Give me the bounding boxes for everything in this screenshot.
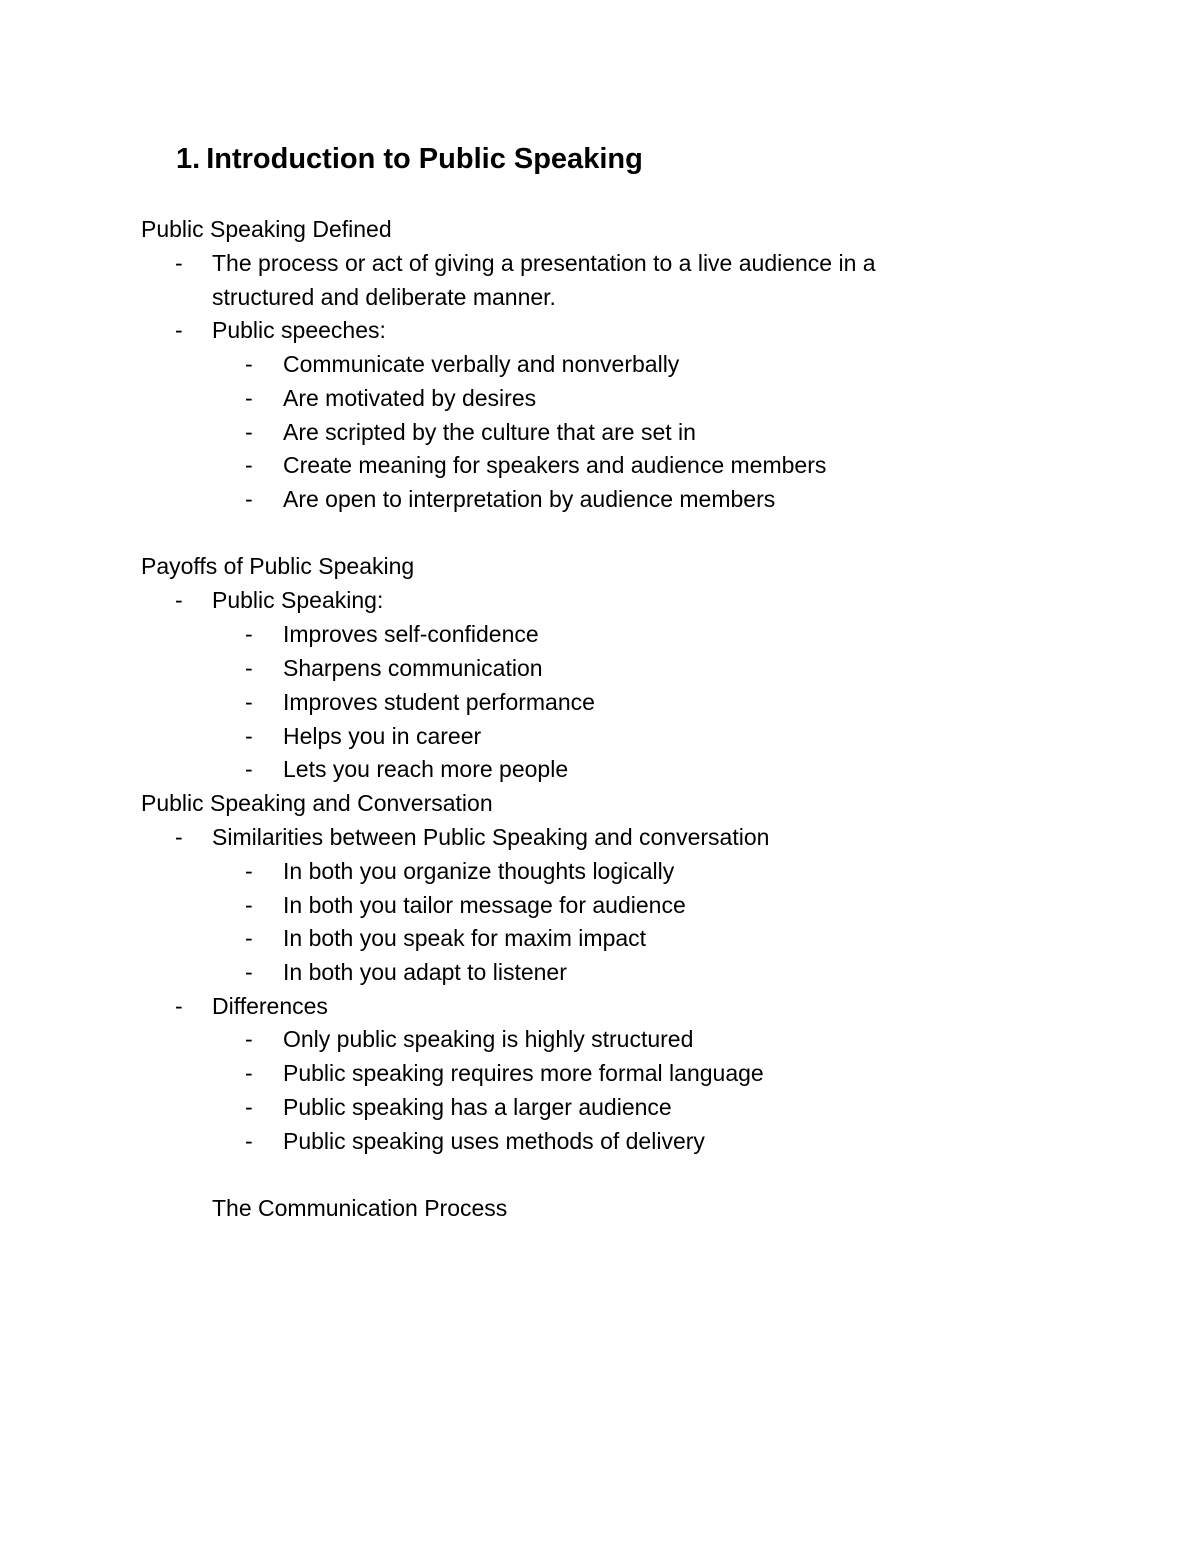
sub-list-item: Helps you in career (283, 723, 482, 749)
bullet-dash: - (175, 250, 183, 276)
sub-list-item: Lets you reach more people (283, 756, 569, 782)
section-heading-defined: Public Speaking Defined (141, 216, 392, 242)
sub-list-item: Improves student performance (283, 689, 595, 715)
bullet-dash: - (175, 824, 183, 850)
sub-list-item: In both you organize thoughts logically (283, 858, 675, 884)
bullet-dash: - (245, 385, 253, 411)
section-heading-payoffs: Payoffs of Public Speaking (141, 553, 415, 579)
bullet-dash: - (245, 351, 253, 377)
section-heading-conversation: Public Speaking and Conversation (141, 790, 493, 816)
list-item: Similarities between Public Speaking and conversation (212, 824, 770, 850)
sub-list-item: Only public speaking is highly structured (283, 1026, 694, 1052)
bullet-dash: - (245, 959, 253, 985)
bullet-dash: - (245, 419, 253, 445)
bullet-dash: - (245, 621, 253, 647)
list-item: Public speeches: (212, 317, 386, 343)
bullet-dash: - (245, 689, 253, 715)
bullet-dash: - (245, 925, 253, 951)
sub-list-item: Public speaking has a larger audience (283, 1094, 672, 1120)
bullet-dash: - (245, 486, 253, 512)
sub-list-item: Sharpens communication (283, 655, 543, 681)
sub-list-item: In both you speak for maxim impact (283, 925, 647, 951)
page-title (176, 142, 643, 176)
sub-list-item: Improves self-confidence (283, 621, 539, 647)
sub-list-item: Create meaning for speakers and audience members (283, 452, 827, 478)
bullet-dash: - (245, 1128, 253, 1154)
sub-list-item: Public speaking requires more formal language (283, 1060, 764, 1086)
bullet-dash: - (175, 317, 183, 343)
sub-list-item: In both you tailor message for audience (283, 892, 686, 918)
list-item: Public Speaking: (212, 587, 384, 613)
bullet-dash: - (245, 655, 253, 681)
bullet-dash: - (175, 587, 183, 613)
bullet-dash: - (245, 1060, 253, 1086)
sub-list-item: Are scripted by the culture that are set in (283, 419, 696, 445)
list-item: Differences (212, 993, 328, 1019)
sub-list-item: Public speaking uses methods of delivery (283, 1128, 705, 1154)
bullet-dash: - (175, 993, 183, 1019)
bullet-dash: - (245, 1026, 253, 1052)
title-number: 1. (176, 143, 201, 175)
sub-list-item: Communicate verbally and nonverbally (283, 351, 680, 377)
list-item-continuation: structured and deliberate manner. (212, 284, 556, 310)
sub-list-item: Are motivated by desires (283, 385, 537, 411)
bullet-dash: - (245, 452, 253, 478)
section-heading-process: The Communication Process (212, 1195, 508, 1221)
list-item: The process or act of giving a presentation to a live audience in a (212, 250, 876, 276)
title-text: Introduction to Public Speaking (206, 143, 643, 175)
sub-list-item: Are open to interpretation by audience members (283, 486, 776, 512)
sub-list-item: In both you adapt to listener (283, 959, 567, 985)
bullet-dash: - (245, 892, 253, 918)
bullet-dash: - (245, 756, 253, 782)
bullet-dash: - (245, 1094, 253, 1120)
bullet-dash: - (245, 723, 253, 749)
bullet-dash: - (245, 858, 253, 884)
